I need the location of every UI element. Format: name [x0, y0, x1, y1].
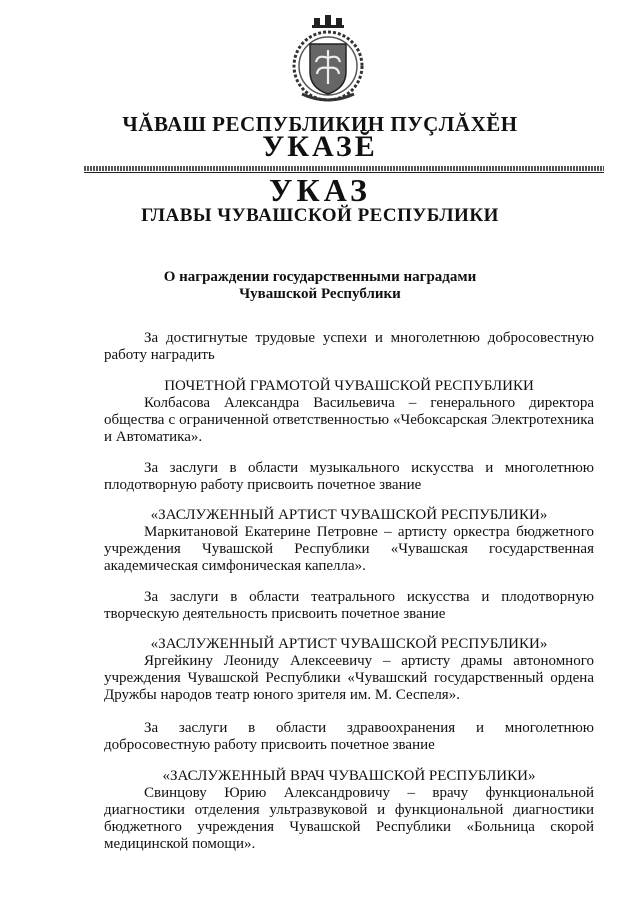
award-title-1: ПОЧЕТНОЙ ГРАМОТОЙ ЧУВАШСКОЙ РЕСПУБЛИКИ: [164, 378, 534, 394]
award-title-4: «ЗАСЛУЖЕННЫЙ ВРАЧ ЧУВАШСКОЙ РЕСПУБЛИКИ»: [162, 768, 536, 784]
chuvash-decree-title: УКАЗĔ: [262, 130, 378, 163]
heading-line-1: О награждении государственными наградами: [163, 269, 477, 285]
recipient-paragraph-2: Маркитановой Екатерине Петровне – артисту оркестра бюджетного учреждения Чувашской Республики «Чувашская государственная академическая симфоническая капелла».: [104, 524, 594, 574]
document-heading: [0, 269, 640, 303]
header-divider: [84, 166, 604, 171]
basis-paragraph-3: За заслуги в области театрального искусства и плодотворную творческую деятельность присвоить почетное звание: [104, 589, 594, 622]
chuvashia-coat-of-arms-icon: [288, 14, 368, 104]
intro-paragraph: За достигнутые трудовые успехи и многолетнюю добросовестную работу наградить: [104, 330, 594, 363]
recipient-paragraph-3: Яргейкину Леониду Алексеевичу – артисту драмы автономного учреждения Чувашской Республики «Чувашский государственный ордена Дружбы народов театр юного зрителя им. М. Сеспеля».: [104, 653, 594, 703]
decree-title: УКАЗ: [269, 172, 371, 208]
recipient-paragraph-4: Свинцову Юрию Александровичу – врачу функциональной диагностики отделения ультразвуковой и функциональной диагностики бюджетного учреждения Чувашской Республики «Больница скорой медицинской помощи».: [104, 785, 594, 852]
basis-paragraph-2: За заслуги в области музыкального искусства и многолетнюю плодотворную работу присвоить почетное звание: [104, 460, 594, 493]
award-title-3: «ЗАСЛУЖЕННЫЙ АРТИСТ ЧУВАШСКОЙ РЕСПУБЛИКИ»: [150, 636, 548, 652]
chuvash-header-title: ЧĂВАШ РЕСПУБЛИКИН ПУÇЛĂХĔН: [122, 112, 518, 136]
award-title-2: «ЗАСЛУЖЕННЫЙ АРТИСТ ЧУВАШСКОЙ РЕСПУБЛИКИ»: [150, 507, 548, 523]
recipient-paragraph-1: Колбасова Александра Васильевича – генерального директора общества с ограниченной ответственностью «Чебоксарская Электротехника и Автоматика».: [104, 395, 594, 445]
basis-paragraph-4: За заслуги в области здравоохранения и многолетнюю добросовестную работу присвоить почетное звание: [104, 720, 594, 753]
issuer-title: ГЛАВЫ ЧУВАШСКОЙ РЕСПУБЛИКИ: [141, 205, 499, 226]
heading-line-2: Чувашской Республики: [239, 286, 401, 302]
